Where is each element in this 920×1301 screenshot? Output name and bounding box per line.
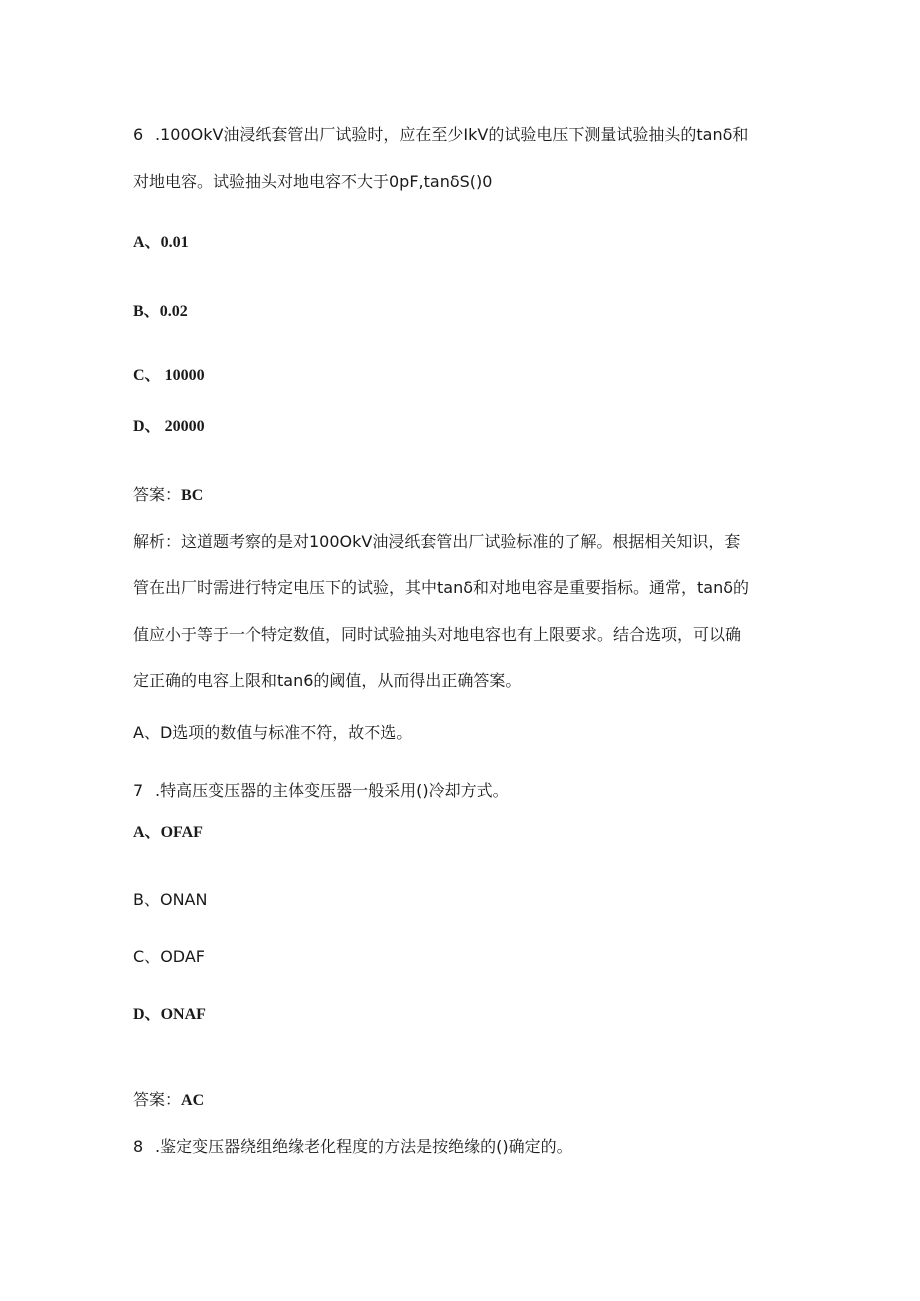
option-text: 0.02: [159, 303, 188, 320]
question-6-analysis-line-1: 解析：这道题考察的是对100OkV油浸纸套管出厂试验标准的了解。根据相关知识，套: [133, 532, 741, 551]
question-7-line: [133, 780, 509, 802]
question-7-option-c: [133, 946, 205, 968]
question-6-option-b: [133, 301, 188, 323]
option-label: A、: [133, 234, 161, 251]
question-6-text-line-1: .100OkV油浸纸套管出厂试验时，应在至少IkV的试验电压下测量试验抽头的tanδ和: [155, 125, 749, 144]
question-6-option-a: [133, 232, 189, 254]
question-7-number: 7: [133, 781, 144, 800]
answer-label: 答案：: [133, 485, 182, 504]
option-text: 0.01: [160, 234, 189, 251]
answer-label: 答案：: [133, 1090, 182, 1109]
option-label: D、: [133, 418, 161, 435]
question-8-line: [133, 1136, 573, 1158]
answer-value: BC: [181, 487, 204, 504]
option-text: ONAF: [160, 1006, 206, 1023]
option-label: C、: [133, 367, 161, 384]
option-label: C、: [133, 947, 161, 966]
option-label: B、: [133, 303, 160, 320]
question-8-text: .鉴定变压器绕组绝缘老化程度的方法是按绝缘的()确定的。: [155, 1137, 573, 1156]
question-6-line-2: 对地电容。试验抽头对地电容不大于0pF,tanδS()0: [133, 172, 493, 191]
option-text: 10000: [160, 367, 205, 384]
question-7-option-a: [133, 822, 203, 844]
option-text: 20000: [160, 418, 205, 435]
question-6-analysis-line-3: 值应小于等于一个特定数值，同时试验抽头对地电容也有上限要求。结合选项，可以确: [133, 625, 742, 644]
question-7-answer: [133, 1089, 204, 1112]
question-8-number: 8: [133, 1137, 144, 1156]
question-7-option-d: [133, 1004, 206, 1026]
question-6-analysis-line-4: 定正确的电容上限和tan6的阈值，从而得出正确答案。: [133, 671, 522, 690]
question-6-analysis-line-2: 管在出厂时需进行特定电压下的试验，其中tanδ和对地电容是重要指标。通常，tanδ的: [133, 578, 750, 597]
option-text: ONAN: [159, 890, 208, 909]
question-6-note: A、D选项的数值与标准不符，故不选。: [133, 723, 413, 742]
question-6-answer: [133, 484, 203, 507]
question-6-line-1: [133, 124, 748, 146]
option-text: OFAF: [160, 824, 203, 841]
question-6-option-d: [133, 416, 205, 438]
option-text: ODAF: [160, 947, 205, 966]
question-7-text: .特高压变压器的主体变压器一般采用()冷却方式。: [155, 781, 509, 800]
question-6-number: 6: [133, 125, 144, 144]
option-label: B、: [133, 890, 160, 909]
answer-value: AC: [181, 1092, 205, 1109]
option-label: A、: [133, 824, 161, 841]
question-6-option-c: [133, 365, 205, 387]
option-label: D、: [133, 1006, 161, 1023]
question-7-option-b: [133, 889, 207, 911]
